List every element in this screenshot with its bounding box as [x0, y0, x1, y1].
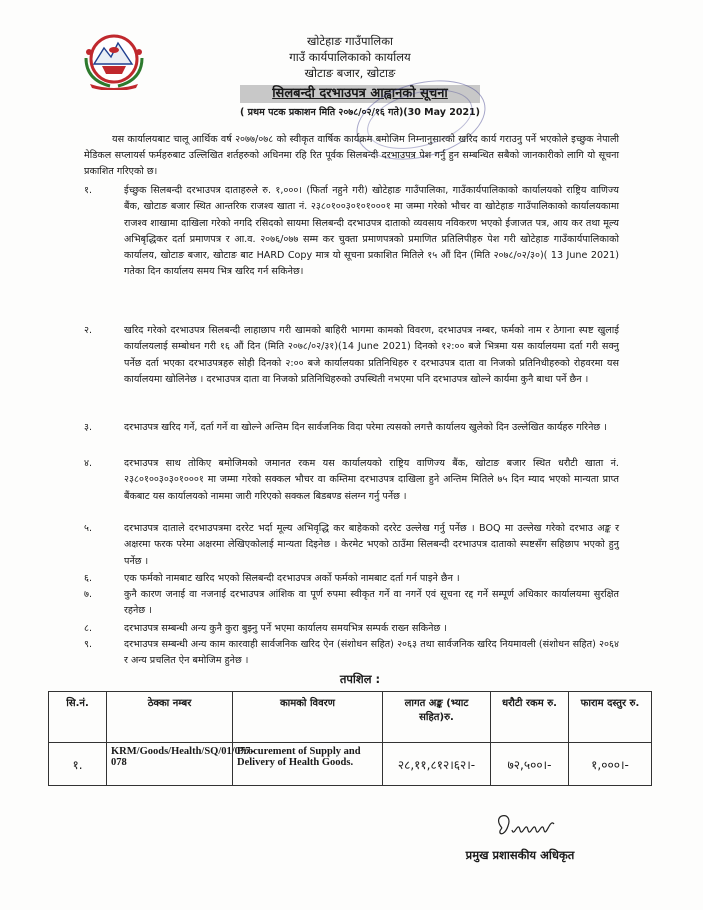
- condition-number: ८.: [84, 623, 93, 634]
- condition-text: खरिद गरेको दरभाउपत्र सिलबन्दी लाहाछाप गरी खामको बाहिरी भागमा कामको विवरण, दरभाउपत्र नम्बर, फर्मको नाम र ठेगाना स्पष्ट खुलाई कार्यालयलाई सम्बोधन गरी १६ औं दिन (मिति २०७८/०२/३१)(14 June 2021) दिनको १२:०० बजे भित्रमा यस कार्यालयमा दर्ता गरी सक्नु पर्नेछ दर्ता भएका दरभाउपत्रहरु सोही दिनको २:०० बजे कार्यालयका प्रतिनिधिहरु र दरभाउपत्र दाता वा निजको प्रतिनिधीहरुको रोहवरमा यस कार्यालयमा खोलिनेछ । दरभाउपत्र दाता वा निजको प्रतिनिधिहरुको उपस्थिती नभएमा पनि दरभाउपत्र खोल्ने कार्यमा कुनै बाधा पर्ने छैन ।: [124, 325, 619, 385]
- column-header: फाराम दस्तुर रु.: [569, 692, 652, 743]
- schedule-heading: तपशिल :: [339, 672, 381, 686]
- table-row: [49, 743, 652, 786]
- publication-date: ( प्रथम पटक प्रकाशन मिति २०७८/०२/१६ गते)(30 May 2021): [239, 107, 481, 118]
- condition-number: ४.: [84, 458, 93, 469]
- condition-number: १.: [84, 185, 93, 196]
- condition-text: दरभाउपत्र सम्बन्धी अन्य काम कारवाही सार्वजनिक खरिद ऐन (संशोधन सहित) २०६३ तथा सार्वजनिक खरिद नियमावली (संशोधन सहित) २०६४ र अन्य प्रचलित ऐन बमोजिम हुनेछ ।: [124, 639, 619, 667]
- intro-paragraph: यस कार्यालयबाट चालू आर्थिक वर्ष २०७७/०७८ को स्वीकृत वार्षिक कार्यक्रम बमोजिम निम्नानुसारको खरिद कार्य गराउनु पर्ने भएकोले इच्छुक नेपाली मेडिकल सप्लायर्स फर्महरुबाट उल्लिखित शर्तहरुको अधिनमा रहि रित पूर्वक सिलबन्दी दरभाउपत्र पेश गर्नु हुन सम्बन्धित सबैको जानकारीको लागि यो सूचना प्रकाशित गरिएको छ।: [84, 134, 619, 177]
- schedule-table: [48, 691, 652, 786]
- table-cell: २८,११,८१२।६२।-: [383, 743, 491, 786]
- table-header-row: [49, 692, 652, 743]
- condition-text: दरभाउपत्र खरिद गर्ने, दर्ता गर्ने वा खोल्ने अन्तिम दिन सार्वजनिक विदा परेमा त्यसको लगत्तै कार्यालय खुलेको दिन उल्लेखित कार्यहरु गरिनेछ ।: [124, 422, 607, 433]
- condition-number: ७.: [84, 589, 93, 600]
- handwritten-signature: [488, 808, 568, 842]
- table-cell: ७२,५००।-: [491, 743, 569, 786]
- table-cell: KRM/Goods/Health/SQ/01/077-078: [107, 743, 233, 786]
- municipality-name: खोटेहाङ गाउँपालिका: [306, 34, 394, 48]
- condition-number: ३.: [84, 422, 93, 433]
- signatory-title: प्रमुख प्रशासकीय अधिकृत: [465, 848, 575, 862]
- condition-text: एक फर्मको नामबाट खरिद भएको सिलबन्दी दरभाउपत्र अर्को फर्मको नामबाट दर्ता गर्न पाइने छैन ।: [124, 573, 460, 584]
- table-cell: १.: [49, 743, 107, 786]
- condition-number: २.: [84, 325, 93, 336]
- office-address: खोटाङ बजार, खोटाङ: [304, 66, 396, 80]
- condition-text: कुनै कारण जनाई वा नजनाई दरभाउपत्र आंशिक वा पूर्ण रुपमा स्वीकृत गर्ने वा नगर्ने एवं सूचना रद्द गर्ने सम्पूर्ण अधिकार कार्यालयमा सुरक्षित रहनेछ ।: [124, 589, 619, 617]
- condition-text: ईच्छुक सिलबन्दी दरभाउपत्र दाताहरुले रु. १,०००। (फिर्ता नहुने गरी) खोटेहाङ गाउँपालिका, गाउँकार्यपालिकाको कार्यालयको राष्ट्रिय वाणिज्य बैंक, खोटाङ बजार स्थित आन्तरिक राजश्व खाता नं. २३८०१००३०१०१०००१ मा जम्मा गरेको भौचर वा खोटेहाङ गाउँपालिकाको कार्यालयकामा राजश्व शाखामा दाखिला गरेको नगदि रसिदको सायमा सिलबन्दी दरभाउपत्र दाताको व्यवसाय नविकरण भएको ईजाजत पत्र, आय कर तथा मूल्य अभिबृद्धिकर दर्ता प्रमाणपत्र र आ.व. २०७६/०७७ सम्म कर चुक्ता प्रमाणपत्रको प्रमाणित प्रतिलिपीहरु पेश गरी खोटेहाङ गाउँकार्यपालिकाको कार्यालय, खोटाङ बजार, खोटाङ बाट HARD Copy मात्र यो सूचना प्रकाशित मितिले १५ औं दिन (मिति २०७८/०२/३०)( 13 June 2021) गतेका दिन कार्यालय समय भित्र खरिद गर्न सकिनेछ।: [124, 185, 619, 278]
- column-header: सि.नं.: [49, 692, 107, 743]
- condition-text: दरभाउपत्र दाताले दरभाउपत्रमा दररेट भर्दा मूल्य अभिवृद्धि कर बाहेकको दररेट उल्लेख गर्नु पर्नेछ । BOQ मा उल्लेख गरेको दरभाउ अङ्क र अक्षरमा फरक परेमा अक्षरमा लेखिएकोलाई मान्यता दिइनेछ । केरमेट भएको ठाउँमा सिलबन्दी दरभाउपत्र दाताको स्पष्टसँग सहिछाप भएको हुनु पर्नेछ ।: [124, 523, 619, 567]
- table-cell: Procurement of Supply and Delivery of Health Goods.: [233, 743, 383, 786]
- government-emblem-icon: [80, 28, 148, 90]
- condition-number: ९.: [84, 639, 93, 650]
- condition-text: दरभाउपत्र सम्बन्धी अन्य कुनै कुरा बुझ्नु पर्ने भएमा कार्यालय समयभित्र सम्पर्क राख्न सकिनेछ ।: [124, 623, 447, 634]
- column-header: लागत अङ्क (भ्याट सहित)रु.: [383, 692, 491, 743]
- table-cell: १,०००।-: [569, 743, 652, 786]
- column-header: धरौटी रकम रु.: [491, 692, 569, 743]
- condition-number: ५.: [84, 523, 93, 534]
- condition-text: दरभाउपत्र साथ तोकिए बमोजिमको जमानत रकम यस कार्यालयको राष्ट्रिय वाणिज्य बैंक, खोटाङ बजार स्थित धरौटी खाता नं. २३८०१००३०३०१०००१ मा जम्मा गरेको सक्कल भौचर वा कम्तिमा दरभाउपत्र दाखिला हुने अन्तिम मितिले ७५ दिन म्याद भएको मान्यता प्राप्त बैंकबाट यस कार्यालयको नाममा जारी गरिएको सक्कल बिडबण्ड संलग्न गर्नु पर्नेछ ।: [124, 458, 619, 502]
- column-header: ठेक्का नम्बर: [107, 692, 233, 743]
- office-name: गाउँ कार्यपालिकाको कार्यालय: [289, 50, 411, 64]
- column-header: कामको विवरण: [233, 692, 383, 743]
- condition-number: ६.: [84, 573, 93, 584]
- notice-title: सिलबन्दी दरभाउपत्र आह्वानको सूचना: [240, 85, 480, 103]
